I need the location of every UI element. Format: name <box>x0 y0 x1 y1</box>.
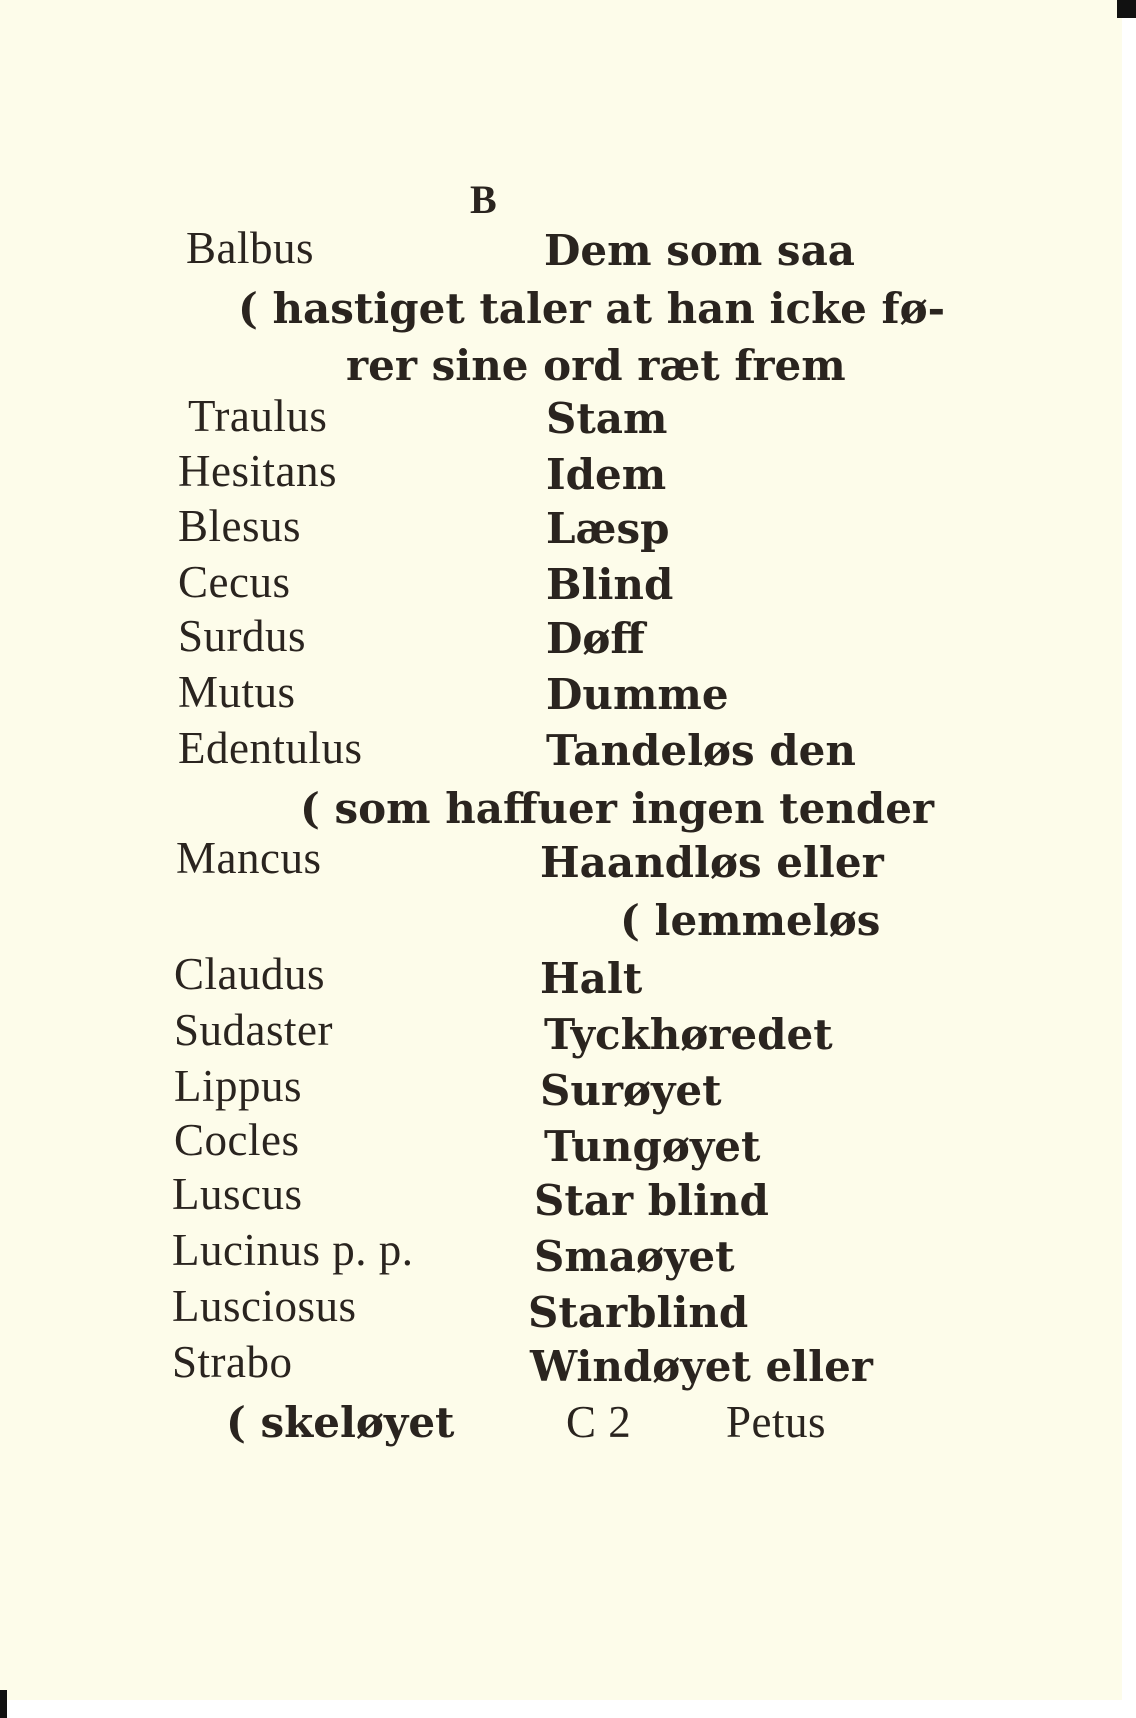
danish-gloss: Tyckhøredet <box>544 1010 833 1059</box>
latin-term: Mutus <box>178 667 296 717</box>
danish-gloss: Halt <box>540 954 643 1003</box>
danish-gloss: Surøyet <box>540 1066 722 1115</box>
latin-term: Traulus <box>188 391 328 441</box>
latin-term: Lippus <box>174 1061 303 1111</box>
danish-gloss: Tandeløs den <box>546 726 856 775</box>
danish-gloss: Tungøyet <box>544 1122 761 1171</box>
latin-term: Mancus <box>176 833 322 883</box>
latin-term: Blesus <box>178 501 302 551</box>
danish-gloss: Dumme <box>546 670 729 719</box>
latin-term: Surdus <box>178 611 307 661</box>
latin-term: Lucinus p. p. <box>172 1225 414 1275</box>
scan-edge-mark <box>1117 0 1136 18</box>
latin-term: Edentulus <box>178 723 363 773</box>
latin-term: Lusciosus <box>172 1281 357 1331</box>
latin-term: Cocles <box>174 1115 300 1165</box>
danish-gloss: Idem <box>546 450 667 499</box>
latin-term: Sudaster <box>174 1005 333 1055</box>
danish-gloss: Haandløs eller <box>540 838 884 887</box>
latin-term: Claudus <box>174 949 326 999</box>
danish-gloss: Læsp <box>546 504 670 553</box>
latin-term: Luscus <box>172 1169 303 1219</box>
head-gloss-continuation-1: ( hastiget taler at han icke fø- <box>238 284 946 333</box>
danish-gloss: Starblind <box>528 1288 749 1337</box>
head-danish-gloss: Dem som saa <box>544 226 856 275</box>
signature-mark-c2: C 2 <box>566 1397 632 1447</box>
latin-term: Strabo <box>172 1337 293 1387</box>
footer-continuation: ( skeløyet <box>226 1398 455 1447</box>
danish-gloss: Star blind <box>534 1176 769 1225</box>
head-gloss-continuation-2: rer sine ord ræt frem <box>346 341 846 390</box>
scan-edge-mark <box>0 1690 7 1718</box>
latin-term: Cecus <box>178 557 291 607</box>
catchword: Petus <box>726 1397 827 1447</box>
danish-gloss: Døff <box>546 614 645 663</box>
signature-mark: B <box>470 177 497 222</box>
danish-gloss: Blind <box>546 560 674 609</box>
danish-gloss: Stam <box>546 394 668 443</box>
head-latin-term: Balbus <box>186 223 315 273</box>
danish-gloss: Windøyet eller <box>530 1342 873 1391</box>
danish-gloss-continuation: ( lemmeløs <box>620 896 881 945</box>
danish-gloss: Smaøyet <box>534 1232 735 1281</box>
danish-gloss-continuation: ( som haffuer ingen tender <box>300 784 935 833</box>
latin-term: Hesitans <box>178 446 337 496</box>
